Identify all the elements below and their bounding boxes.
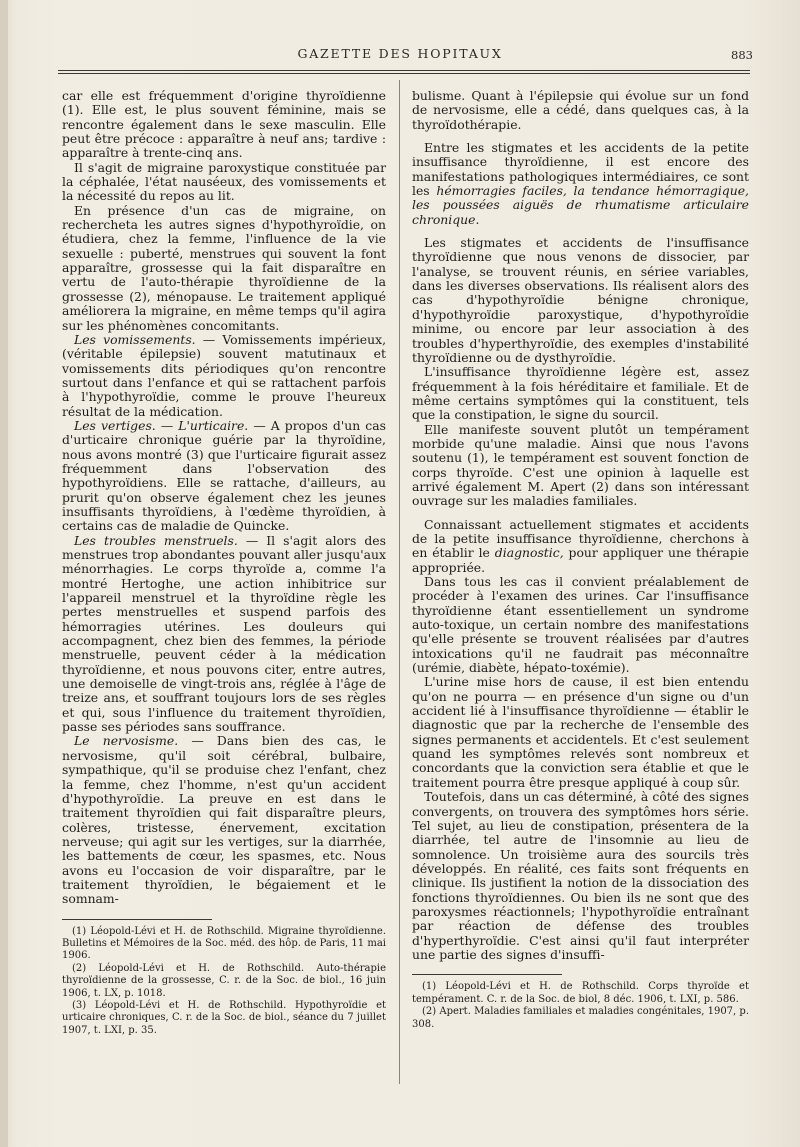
header-rule-top [58, 70, 750, 71]
paragraph: Il s'agit de migraine paroxystique constituée par la céphalée, l'état nauséeux, des vomissements et la nécessité du repos au lit. [62, 159, 386, 204]
paragraph-nervosisme: Le nervosisme. — Dans bien des cas, le nervosisme, qu'il soit cérébral, bulbaire, sympathique, qu'il se produise chez l'enfant, chez la femme, chez l'homme, n'est qu'un accident d'hypothyroïdie. La preuve en est dans le traitement thyroïdien qui fait disparaître pleurs, colères, tristesse, énervement, excitation nerveuse; qui agit sur les vertiges, sur la diarrhée, les battements de cœur, les spasmes, etc. Nous avons eu l'occasion de voir disparaître, par le traitement thyroïdien, le bégaiement et le somnam- [62, 733, 386, 907]
footnote: (2) Apert. Maladies familiales et maladies congénitales, 1907, p. 308. [412, 1006, 749, 1030]
footnotes-left [62, 926, 386, 1038]
paragraph: L'urine mise hors de cause, il est bien entendu qu'on ne pourra — en présence d'un signe ou d'un accident lié à l'insuffisance thyroïdienne — établir le diagnostic que par la recherche de l'ensemble des signes permanents et accidentels. Et c'est seulement quand les symptômes relevés sont nombreux et concordants que la conviction sera établie et que le traitement pourra être presque appliqué à coup sûr. [412, 674, 749, 790]
column-divider [399, 80, 400, 1084]
paragraph-vomissements: Les vomissements. — Vomissements impérieux, (véritable épilepsie) souvent matutinaux et vomissements dits périodiques qu'on rencontre surtout dans l'enfance et qui se rattachent parfois à l'hypothyroïdie, comme le prouve l'heureux résultat de la médication. [62, 331, 387, 419]
page-number: 883 [731, 48, 753, 62]
paragraph: Entre les stigmates et les accidents de la petite insuffisance thyroïdienne, il est encore des manifestations pathologiques intermédiaires, ce sont les hémorragies faciles, la tendance hémorragique, les poussées aiguës de rhumatisme articulaire chronique. [412, 140, 749, 227]
paragraph: En présence d'un cas de migraine, on rechercheta les autres signes d'hypothyroïdie, on étudiera, chez la femme, l'influence de la vie sexuelle : puberté, menstrues qui souvent la font apparaître, grossesse qui la fait disparaître en vertu de l'auto-thérapie thyroïdienne de la grossesse (2), ménopause. Le traitement appliqué améliorera la migraine, en même temps qu'il agira sur les phénomènes concomitants. [62, 202, 386, 333]
paragraph: Les stigmates et accidents de l'insuffisance thyroïdienne que nous venons de dissocier, par l'analyse, se trouvent réunis, en sériee variables, dans les diverses observations. Ils réalisent alors des cas d'hypothyroïdie bénigne chronique, d'hypothyroïdie paroxystique, d'hypothyroïdie minime, ou encore par leur association à des troubles d'hyperthyroïdie, des exemples d'instabilité thyroïdienne ou de dysthyroïdie. [412, 235, 749, 365]
paragraph: Connaissant actuellement stigmates et accidents de la petite insuffisance thyroïdienne, cherchons à en établir le diagnostic, pour appliquer une thérapie appropriée. [412, 516, 750, 575]
section-title: Les troubles menstruels. [74, 532, 238, 548]
section-title: Les vomissements. [74, 331, 196, 347]
running-title: GAZETTE DES HOPITAUX [297, 46, 503, 61]
section-title: Les vertiges. — L'urticaire. [74, 417, 249, 433]
footnote-rule [62, 919, 212, 920]
page-header [0, 46, 800, 66]
paragraph: Toutefois, dans un cas déterminé, à côté des signes convergents, on trouvera des symptômes hors série. Tel sujet, au lieu de constipation, présentera de la diarrhée, tel autre de l'insomnie au lieu de somnolence. Un troisième aura des sourcils très développés. En réalité, ces faits sont fréquents en clinique. Ils justifient la notion de la dissociation des fonctions thyroïdiennes. Ou bien ils ne sont que des paroxysmes réactionnels; l'hypothyroïdie entraînant par réaction de défense des troubles d'hyperthyroïdie. C'est ainsi qu'il faut interpréter une partie des signes d'insuffi- [412, 789, 749, 962]
footnote: (2) Léopold-Lévi et H. de Rothschild. Auto-thérapie thyroïdienne de la grossesse, C. r. de la Soc. de biol., 16 juin 1906, t. LX, p. 1018. [62, 962, 386, 999]
footnotes-right [412, 981, 749, 1031]
footnote: (1) Léopold-Lévi et H. de Rothschild. Migraine thyroïdienne. Bulletins et Mémoires de la Soc. méd. des hôp. de Paris, 11 mai 1906. [62, 925, 386, 962]
paragraph-troubles-menstruels: Les troubles menstruels. — Il s'agit alors des menstrues trop abondantes pouvant aller jusqu'aux ménorrhagies. Le corps thyroïde a, comme l'a montré Hertoghe, une action inhibitrice sur l'appareil menstruel et la thyroïdine règle les pertes menstruelles et suspend parfois des hémorragies utérines. Les douleurs qui accompagnent, chez bien des femmes, la période menstruelle, peuvent céder à la médication thyroïdienne, et nous pouvons citer, entre autres, une demoiselle de vingt-trois ans, réglée à l'âge de treize ans, et souffrant toujours lors de ses règles et qui, sous l'influence du traitement thyroïdien, passe ses périodes sans souffrance. [62, 532, 387, 735]
page-binding-edge [0, 0, 8, 1147]
paragraph: bulisme. Quant à l'épilepsie qui évolue sur un fond de nervosisme, elle a cédé, dans quelques cas, à la thyroïdothérapie. [412, 88, 749, 132]
paragraph: L'insuffisance thyroïdienne légère est, assez fréquemment à la fois héréditaire et familiale. Et de même certains symptômes qui la constituent, tels que la constipation, le signe du sourcil. [412, 364, 749, 423]
paragraph-vertiges: Les vertiges. — L'urticaire. — A propos d'un cas d'urticaire chronique guérie par la thyroïdine, nous avons montré (3) que l'urticaire figurait assez fréquemment dans l'observation des hypothyroïdiens. Elle se rattache, d'ailleurs, au prurit qu'on observe également chez les jeunes insuffisants thyroïdiens, à l'œdème thyroïdien, à certains cas de maladie de Quincke. [62, 417, 386, 534]
footnote: (1) Léopold-Lévi et H. de Rothschild. Corps thyroïde et tempérament. C. r. de la Soc. de biol, 8 déc. 1906, t. LXI, p. 586. [412, 981, 749, 1005]
paragraph: car elle est fréquemment d'origine thyroïdienne (1). Elle est, le plus souvent féminine, mais se rencontre également dans le sexe masculin. Elle peut être précoce : apparaître à neuf ans; tardive : apparaître à trente-cinq ans. [62, 88, 386, 161]
header-rule-bottom [58, 73, 750, 74]
section-title: Le nervosisme. [74, 733, 179, 749]
right-column [412, 89, 749, 1031]
footnote: (3) Léopold-Lévi et H. de Rothschild. Hypothyroïdie et urticaire chroniques, C. r. de la Soc. de biol., séance du 7 juillet 1907, t. LXI, p. 35. [62, 1000, 386, 1036]
paragraph: Elle manifeste souvent plutôt un tempérament morbide qu'une maladie. Ainsi que nous l'avons soutenu (1), le tempérament est souvent fonction de corps thyroïde. C'est une opinion à laquelle est arrivé également M. Apert (2) dans son intéressant ouvrage sur les maladies familiales. [412, 421, 749, 509]
footnote-rule [412, 974, 562, 975]
paragraph: Dans tous les cas il convient préalablement de procéder à l'examen des urines. Car l'insuffisance thyroïdienne étant essentiellement un syndrome auto-toxique, un certain nombre des manifestations qu'elle présente se trouvent réalisées par d'autres intoxications qu'il ne faudrait pas méconnaître (urémie, diabète, hépato-toxémie). [412, 574, 749, 676]
left-column [62, 89, 386, 1037]
